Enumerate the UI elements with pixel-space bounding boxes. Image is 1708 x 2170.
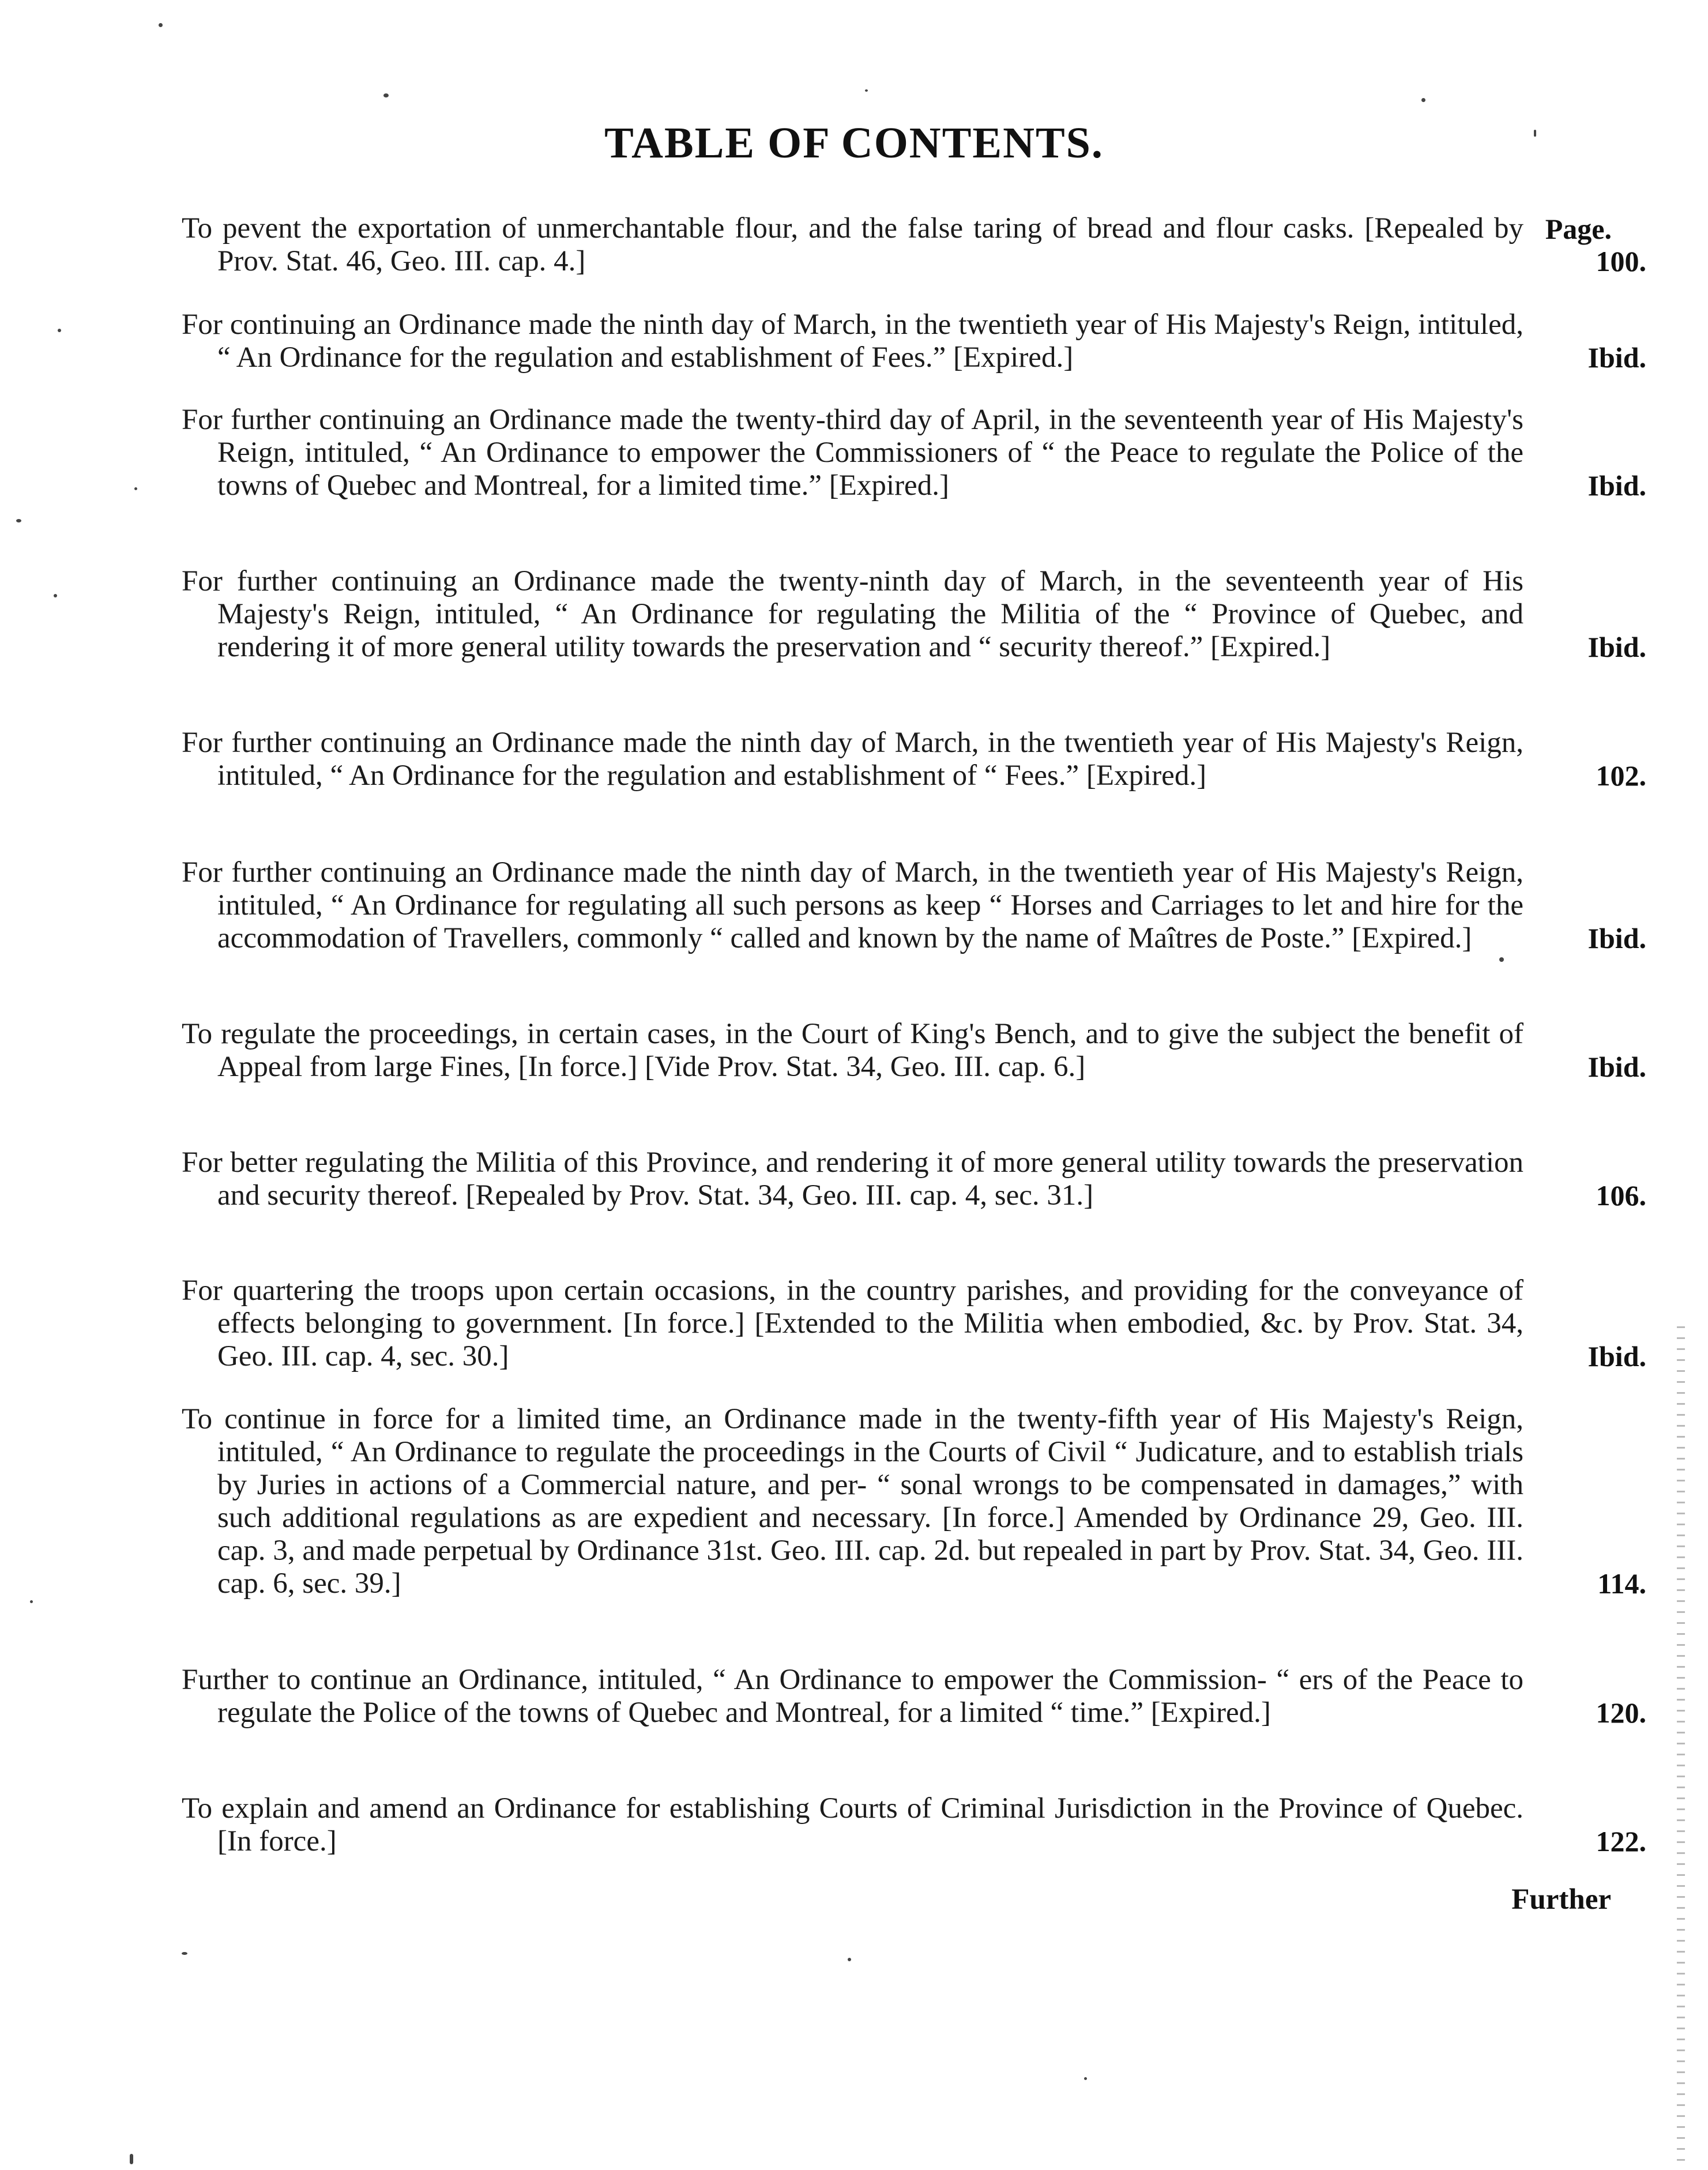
scan-speck [54,594,57,597]
scan-speck [383,93,389,97]
scan-speck [848,1958,851,1961]
toc-entry [182,1018,1646,1084]
toc-entry [182,1664,1646,1729]
toc-entry [182,1792,1646,1858]
entry-text: For continuing an Ordinance made the ninth day of March, in the twentieth year of His Majesty's Reign, intituled, “ An Ordinance for the regulation and establishment of Fees.” [Expired.] [182,309,1523,374]
entry-text: For further continuing an Ordinance made the twenty-third day of April, in the seventeenth year of His Majesty's Reign, intituled, “ An Ordinance to empower the Commissioners of “ the Peace to regulate the Police of the towns of Quebec and Montreal, for a limited time.” [Expired.] [182,404,1523,502]
entry-page-number: Ibid. [1587,1051,1646,1083]
entry-page-number: Ibid. [1587,922,1646,954]
entry-page-number: 106. [1596,1179,1646,1212]
entry-page-number: 122. [1596,1825,1646,1857]
entry-page-number: Ibid. [1587,631,1646,663]
entry-page-number: 100. [1596,245,1646,277]
entry-page-number: 114. [1597,1567,1646,1600]
entry-text: For further continuing an Ordinance made the twenty-ninth day of March, in the seventeenth year of His Majesty's Reign, intituled, “ An Ordinance for regulating the Militia of the “ Province of Quebec, and rendering it of more general utility towards the preservation and “ security thereof.” [Expired.] [182,565,1523,663]
scan-speck [130,2154,133,2164]
entry-page-number: Ibid. [1587,341,1646,374]
entry-text: For further continuing an Ordinance made the ninth day of March, in the twentieth year of His Majesty's Reign, intituled, “ An Ordinance for the regulation and establishment of “ Fees.” [Expired.] [182,727,1523,792]
entry-text: For further continuing an Ordinance made the ninth day of March, in the twentieth year of His Majesty's Reign, intituled, “ An Ordinance for regulating all such persons as keep “ Horses and Carriages to let and hire for the accommodation of Travellers, commonly “ called and known by the name of Maîtres de Poste.” [Expired.] [182,856,1523,954]
scan-speck [1421,98,1425,102]
entry-page-number: Ibid. [1587,1340,1646,1372]
entry-text: To continue in force for a limited time, an Ordinance made in the twenty-fifth year of His Majesty's Reign, intituled, “ An Ordinance to regulate the proceedings in the Courts of Civil “ Judicature, and to establish trials by Juries in actions of a Commercial nature, and per- “ sonal wrongs to be compensated in damages,” with such additional regulations as are expedient and necessary. [In force.] Amended by Ordinance 29, Geo. III. cap. 3, and made perpetual by Ordinance 31st. Geo. III. cap. 2d. but repealed in part by Prov. Stat. 34, Geo. III. cap. 6, sec. 39.] [182,1403,1523,1600]
toc-entry [182,212,1646,278]
scan-speck [16,519,21,522]
entry-text: For quartering the troops upon certain occasions, in the country parishes, and providing for the conveyance of effects belonging to government. [In force.] [Extended to the Militia when embodied, &c. by Prov. Stat. 34, Geo. III. cap. 4, sec. 30.] [182,1274,1523,1372]
scan-speck [1084,2077,1087,2080]
toc-entry [182,404,1646,502]
catchword: Further [1511,1883,1611,1916]
toc-entry [182,856,1646,955]
scan-edge-noise [1677,1326,1685,2163]
scan-speck [134,487,137,490]
entry-page-number: Ibid. [1587,469,1646,502]
scan-speck [58,329,61,332]
entry-text: Further to continue an Ordinance, intituled, “ An Ordinance to empower the Commission- “ ers of the Peace to regulate the Police of the towns of Quebec and Montreal, for a limited “ time.” [Expired.] [182,1664,1523,1729]
toc-entry [182,727,1646,792]
scan-speck [159,23,163,27]
scan-speck [1499,957,1504,962]
entry-text: To regulate the proceedings, in certain cases, in the Court of King's Bench, and to give the subject the benefit of Appeal from large Fines, [In force.] [Vide Prov. Stat. 34, Geo. III. cap. 6.] [182,1018,1523,1083]
toc-entry [182,565,1646,664]
scan-speck [1534,130,1536,137]
scan-speck [30,1600,33,1603]
entry-text: For better regulating the Militia of this Province, and rendering it of more general utility towards the preservation and security thereof. [Repealed by Prov. Stat. 34, Geo. III. cap. 4, sec. 31.] [182,1146,1523,1212]
toc-entry [182,1146,1646,1212]
toc-entry [182,1403,1646,1600]
page-column-header: Page. [1545,213,1612,245]
entry-text: To pevent the exportation of unmerchantable flour, and the false taring of bread and flour casks. [Repealed by Prov. Stat. 46, Geo. III. cap. 4.] [182,212,1523,277]
toc-entry [182,1274,1646,1373]
entry-page-number: 102. [1596,759,1646,792]
scan-speck [182,1952,187,1955]
scan-speck [865,89,868,92]
page-title: TABLE OF CONTENTS. [604,119,1104,167]
toc-entry [182,309,1646,374]
entry-text: To explain and amend an Ordinance for establishing Courts of Criminal Jurisdiction in the Province of Quebec. [In force.] [182,1792,1523,1857]
entry-page-number: 120. [1596,1697,1646,1729]
